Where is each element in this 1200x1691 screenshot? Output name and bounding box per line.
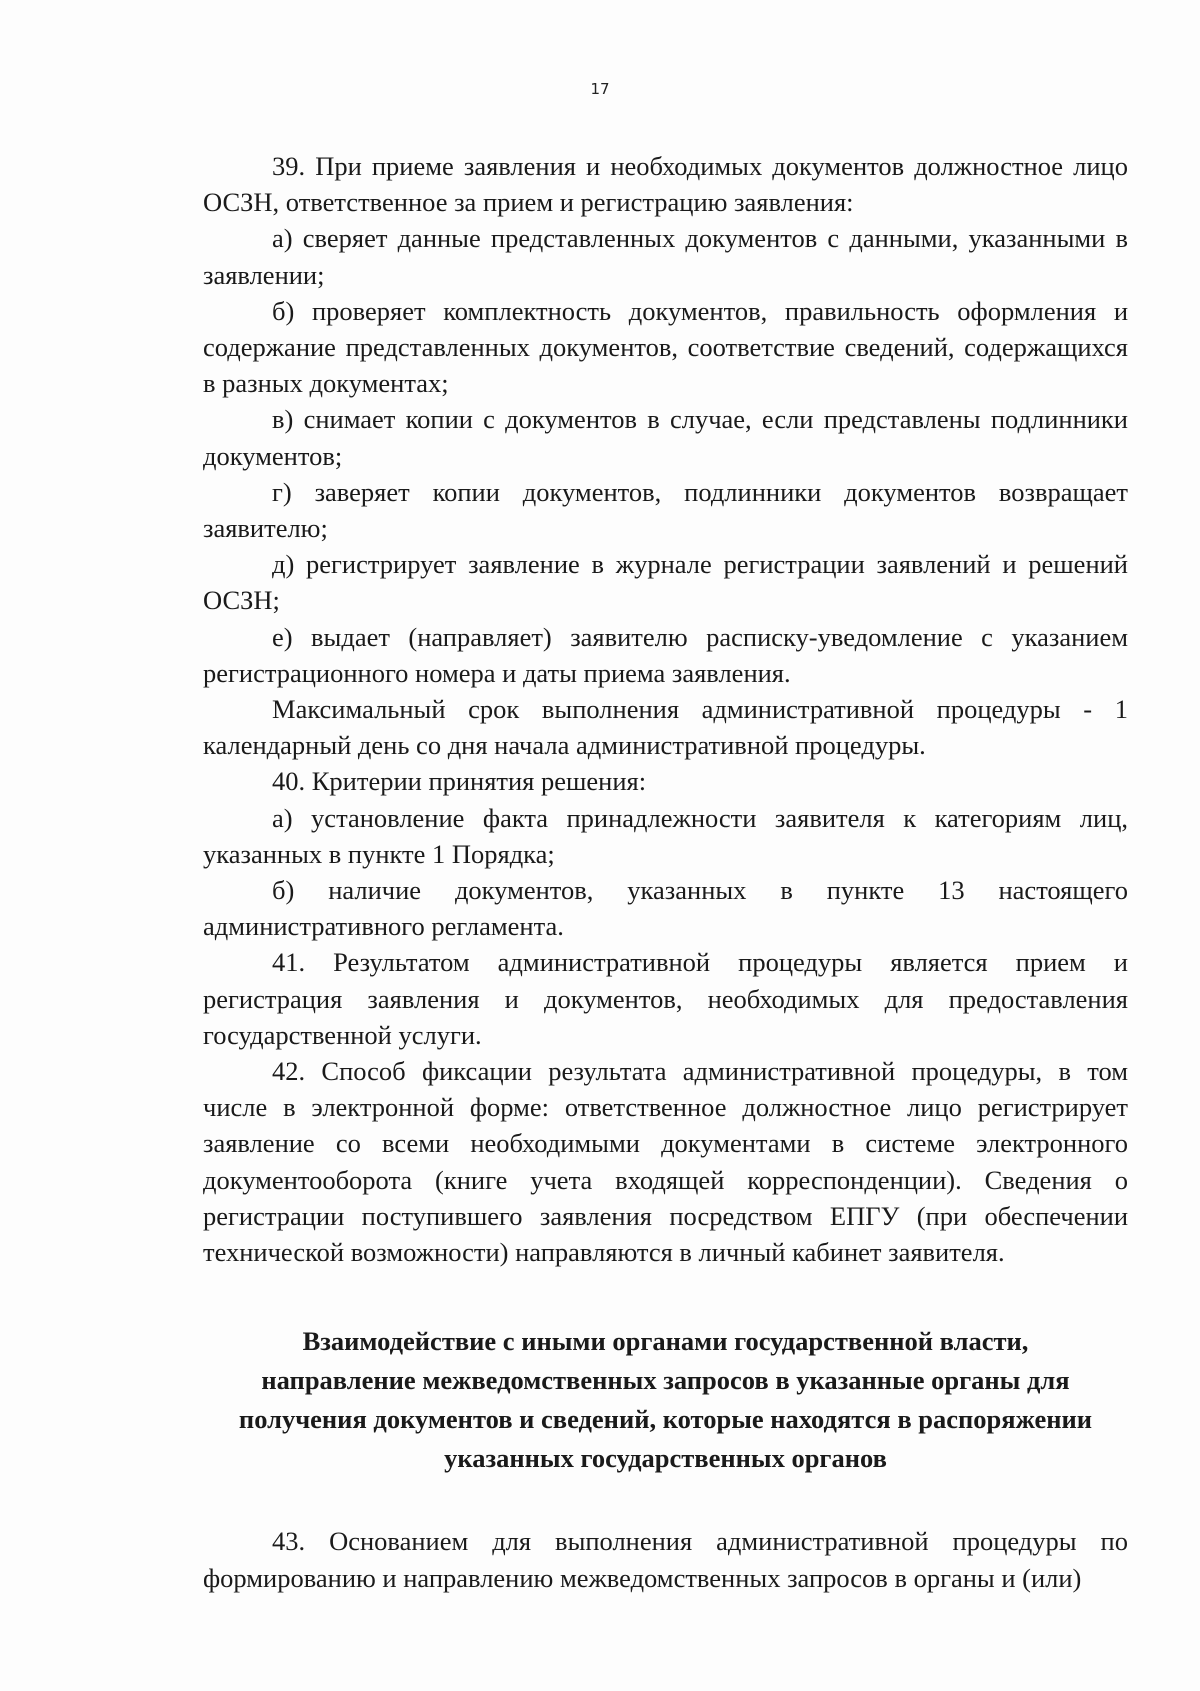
section-heading-line: получения документов и сведений, которые находятся в распоряжении (238, 1404, 1093, 1435)
paragraph-42: 42. Способ фиксации результата административной процедуры, в том числе в электронной форме: ответственное должностное лицо регистрирует заявление со всеми необходимыми документами в системе электронного документооборота (книге учета входящей корреспонденции). Сведения о регистрации поступившего заявления посредством ЕПГУ (при обеспечении технической возможности) направляются в личный кабинет заявителя. (203, 1056, 1128, 1268)
paragraph-max-term: Максимальный срок выполнения административной процедуры - 1 календарный день со дня начала административной процедуры. (203, 694, 1128, 761)
paragraph-39-d: д) регистрирует заявление в журнале регистрации заявлений и решений ОСЗН; (203, 549, 1128, 616)
section-heading-line: Взаимодействие с иными органами государственной власти, (302, 1326, 1029, 1357)
paragraph-40-a: а) установление факта принадлежности заявителя к категориям лиц, указанных в пункте 1 Порядка; (203, 802, 1128, 869)
paragraph-39-g: г) заверяет копии документов, подлинники документов возвращает заявителю; (203, 476, 1128, 544)
section-heading-line: направление межведомственных запросов в указанные органы для (261, 1365, 1070, 1396)
paragraph-39-a: а) сверяет данные представленных документов с данными, указанными в заявлении; (203, 223, 1128, 290)
paragraph-39-e: е) выдает (направляет) заявителю расписку-уведомление с указанием регистрационного номера и даты приема заявления. (203, 621, 1128, 688)
paragraph-41: 41. Результатом административной процедуры является прием и регистрация заявления и документов, необходимых для предоставления государственной услуги. (203, 947, 1128, 1050)
paragraph-39: 39. При приеме заявления и необходимых документов должностное лицо ОСЗН, ответственное за прием и регистрацию заявления: (203, 151, 1128, 218)
paragraph-39-b: б) проверяет комплектность документов, правильность оформления и содержание представленных документов, соответствие сведений, содержащихся в разных документах; (203, 295, 1128, 399)
paragraph-39-v: в) снимает копии с документов в случае, если представлены подлинники документов; (203, 404, 1128, 471)
paragraph-40-b: б) наличие документов, указанных в пункте 13 настоящего административного регламента. (203, 875, 1128, 942)
section-heading (203, 1322, 1128, 1478)
page-content (203, 148, 1128, 1596)
paragraph-43: 43. Основанием для выполнения административной процедуры по формированию и направлению межведомственных запросов в органы и (или) (203, 1526, 1128, 1593)
section-heading-line: указанных государственных органов (444, 1443, 887, 1474)
page-number: 17 (590, 80, 610, 98)
paragraph-40: 40. Критерии принятия решения: (272, 766, 647, 797)
